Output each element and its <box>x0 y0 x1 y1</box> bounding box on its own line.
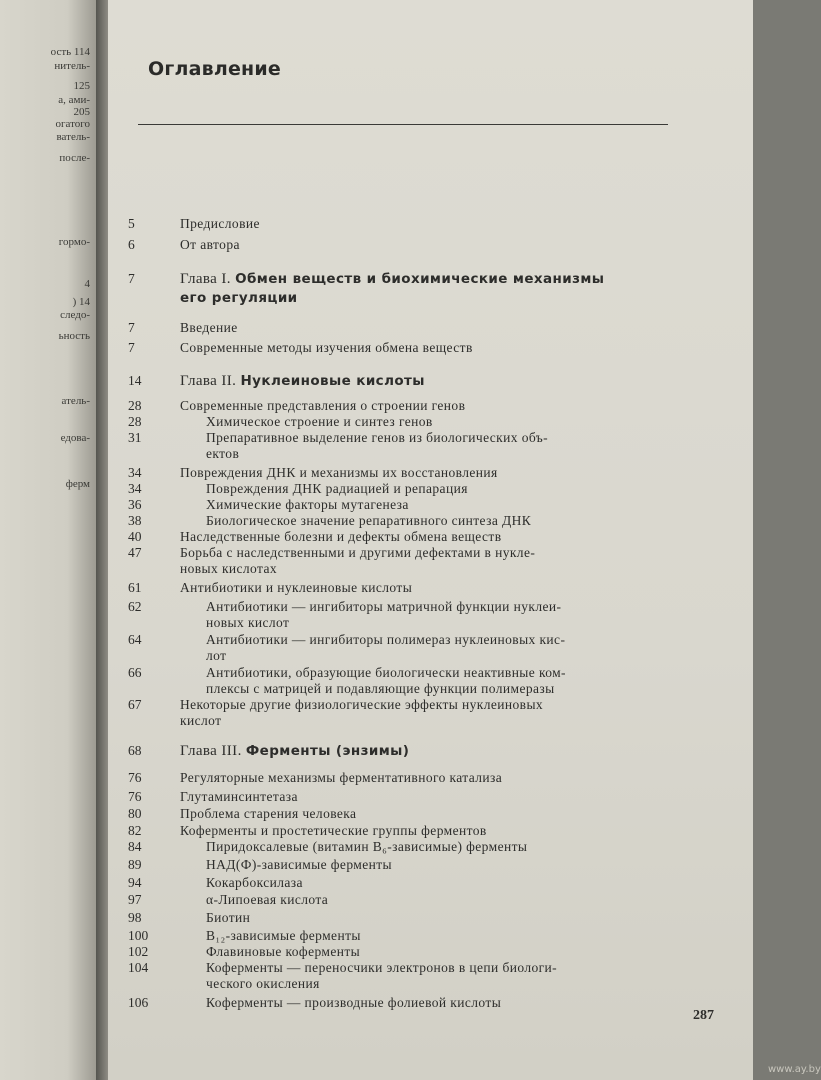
toc-page-number: 76 <box>128 770 142 785</box>
toc-page-number: 84 <box>128 839 142 854</box>
toc-entry-text: Глутаминсинтетаза <box>180 789 298 804</box>
toc-entry-text: ческого окисления <box>206 976 320 991</box>
toc-entry-text: лот <box>206 648 227 663</box>
toc-page-number: 104 <box>128 960 149 975</box>
toc-entry-text: Введение <box>180 320 238 335</box>
toc-page-number: 80 <box>128 806 142 821</box>
toc-entry-title <box>206 892 670 908</box>
chapter-label: Глава II. <box>180 373 241 389</box>
toc-entry-title <box>206 928 670 944</box>
toc-entry-title <box>206 960 670 976</box>
toc-page-number: 62 <box>128 599 142 614</box>
toc-entry-text: Повреждения ДНК и механизмы их восстановления <box>180 465 498 480</box>
toc-page-number: 98 <box>128 910 142 925</box>
toc-entry-title <box>206 665 670 681</box>
facing-page-fragment: а, ами- <box>58 94 90 106</box>
toc-entry-title <box>206 875 670 891</box>
facing-page-fragment: 4 <box>84 278 90 290</box>
toc-entry-text: новых кислот <box>206 615 290 630</box>
toc-page-number: 7 <box>128 340 135 355</box>
toc-entry-text: Пиридоксалевые (витамин B₆-зависимые) ферменты <box>206 839 528 854</box>
contents-page <box>108 0 821 1080</box>
book-gutter <box>96 0 108 1080</box>
toc-entry-title <box>180 237 670 253</box>
toc-entry-text: Коферменты — переносчики электронов в цепи биологи- <box>206 960 558 975</box>
toc-entry-title <box>206 513 670 529</box>
page-number: 287 <box>693 1008 714 1023</box>
facing-page-fragment: ферм <box>65 478 90 490</box>
facing-page-fragment: ьность <box>58 330 90 342</box>
chapter-label: Глава III. <box>180 743 246 759</box>
toc-page-number: 38 <box>128 513 142 528</box>
toc-page-number: 97 <box>128 892 142 907</box>
toc-entry-title <box>206 648 670 664</box>
toc-entry-text: Проблема старения человека <box>180 806 357 821</box>
toc-entry-text: Борьба с наследственными и другими дефектами в нукле- <box>180 545 536 560</box>
toc-entry-text: B₁₂-зависимые ферменты <box>206 928 361 943</box>
toc-entry-text: Препаративное выделение генов из биологических объ- <box>206 430 549 445</box>
toc-entry-text: плексы с матрицей и подавляющие функции полимеразы <box>206 681 555 696</box>
toc-page-number: 106 <box>128 995 149 1010</box>
facing-page-fragment: ) 14 <box>72 296 90 308</box>
toc-entry-title <box>180 561 670 577</box>
facing-page-fragment: гормо- <box>58 236 90 248</box>
toc-entry-text: Коферменты — производные фолиевой кислоты <box>206 995 502 1010</box>
toc-entry-title <box>180 372 670 390</box>
toc-entry-text: Антибиотики — ингибиторы полимераз нуклеиновых кис- <box>206 632 566 647</box>
toc-page-number: 7 <box>128 320 135 335</box>
toc-entry-text: Антибиотики — ингибиторы матричной функции нуклеи- <box>206 599 562 614</box>
toc-entry-title <box>206 497 670 513</box>
toc-page-number: 102 <box>128 944 149 959</box>
toc-entry-text: Флавиновые коферменты <box>206 944 361 959</box>
facing-page-fragment: огатого <box>55 118 90 130</box>
toc-page-number: 76 <box>128 789 142 804</box>
toc-entry-title <box>180 465 670 481</box>
facing-page-fragment: атель- <box>61 395 90 407</box>
toc-entry-title <box>206 632 670 648</box>
toc-page-number: 82 <box>128 823 142 838</box>
toc-page-number: 67 <box>128 697 142 712</box>
toc-page-number: 68 <box>128 743 142 758</box>
facing-page-fragment: 125 <box>73 80 90 92</box>
toc-entry-text: его регуляции <box>180 290 298 306</box>
toc-entry-title <box>206 944 670 960</box>
toc-entry-text: Нуклеиновые кислоты <box>240 373 425 389</box>
toc-entry-text: Биологическое значение репаративного синтеза ДНК <box>206 513 532 528</box>
toc-page-number: 89 <box>128 857 142 872</box>
toc-entry-text: Кокарбоксилаза <box>206 875 303 890</box>
toc-page-number: 61 <box>128 580 142 595</box>
facing-page-fragment: ость 114 <box>50 46 90 58</box>
toc-page-number: 6 <box>128 237 135 252</box>
toc-page-number: 28 <box>128 398 142 413</box>
toc-entry-title <box>206 910 670 926</box>
toc-page-number: 40 <box>128 529 142 544</box>
toc-entry-title <box>180 742 670 760</box>
toc-entry-title <box>180 398 670 414</box>
toc-page-number: 7 <box>128 271 135 286</box>
toc-page-number: 5 <box>128 216 135 231</box>
toc-page-number: 31 <box>128 430 142 445</box>
toc-page-number: 66 <box>128 665 142 680</box>
facing-page-fragment: ватель- <box>56 131 90 143</box>
toc-entry-title <box>180 823 670 839</box>
page-title: Оглавление <box>148 58 281 80</box>
toc-entry-title <box>180 529 670 545</box>
toc-entry-text: Биотин <box>206 910 251 925</box>
chapter-label: Глава I. <box>180 271 236 287</box>
toc-entry-text: Некоторые другие физиологические эффекты нуклеиновых <box>180 697 544 712</box>
toc-page-number: 34 <box>128 481 142 496</box>
toc-page-number: 34 <box>128 465 142 480</box>
toc-entry-title <box>206 446 670 462</box>
toc-entry-title <box>180 789 670 805</box>
toc-entry-title <box>206 857 670 873</box>
toc-entry-text: Ферменты (энзимы) <box>245 743 410 759</box>
toc-page-number: 64 <box>128 632 142 647</box>
toc-entry-title <box>180 806 670 822</box>
facing-page-fragment: 205 <box>73 106 90 118</box>
toc-entry-title <box>206 995 670 1011</box>
toc-entry-title <box>180 697 670 713</box>
toc-entry-title <box>206 414 670 430</box>
toc-entry-text: Химические факторы мутагенеза <box>206 497 409 512</box>
facing-page-fragment: следо- <box>60 309 90 321</box>
toc-page-number: 36 <box>128 497 142 512</box>
toc-entry-title <box>206 976 670 992</box>
toc-page-number: 14 <box>128 373 142 388</box>
toc-entry-title <box>180 580 670 596</box>
toc-entry-text: Предисловие <box>180 216 260 231</box>
toc-entry-title <box>206 839 670 855</box>
toc-page-number: 47 <box>128 545 142 560</box>
facing-page-fragment: нитель- <box>54 60 90 72</box>
toc-entry-text: Повреждения ДНК радиацией и репарация <box>206 481 468 496</box>
toc-entry-text: Антибиотики и нуклеиновые кислоты <box>180 580 413 595</box>
toc-entry-title <box>206 615 670 631</box>
toc-page-number: 100 <box>128 928 149 943</box>
toc-page-number: 94 <box>128 875 142 890</box>
toc-entry-title <box>180 770 670 786</box>
toc-entry-title <box>206 599 670 615</box>
toc-entry-text: Химическое строение и синтез генов <box>206 414 433 429</box>
toc-entry-text: новых кислотах <box>180 561 278 576</box>
watermark: www.ay.by <box>768 1064 821 1075</box>
title-rule <box>138 124 668 125</box>
toc-entry-title <box>180 713 670 729</box>
toc-entry-text: α-Липоевая кислота <box>206 892 329 907</box>
facing-page-fragment: едова- <box>60 432 90 444</box>
toc-entry-text: Наследственные болезни и дефекты обмена веществ <box>180 529 502 544</box>
toc-entry-text: Коферменты и простетические группы ферментов <box>180 823 487 838</box>
toc-entry-text: Современные представления о строении генов <box>180 398 466 413</box>
toc-entry-text: Обмен веществ и биохимические механизмы <box>235 271 605 287</box>
facing-page-fragment: после- <box>59 152 90 164</box>
toc-entry-title <box>180 545 670 561</box>
toc-entry-text: От автора <box>180 237 240 252</box>
toc-entry-text: ектов <box>206 446 240 461</box>
facing-page <box>0 0 96 1080</box>
toc-entry-text: Антибиотики, образующие биологически неактивные ком- <box>206 665 566 680</box>
toc-entry-text: Регуляторные механизмы ферментативного катализа <box>180 770 503 785</box>
toc-entry-title <box>180 320 670 336</box>
toc-entry-text: НАД(Ф)-зависимые ферменты <box>206 857 392 872</box>
toc-entry-title <box>180 270 670 288</box>
toc-entry-title <box>180 216 670 232</box>
toc-entry-text: Современные методы изучения обмена веществ <box>180 340 473 355</box>
toc-page-number: 28 <box>128 414 142 429</box>
toc-entry-title <box>206 430 670 446</box>
toc-entry-title <box>206 681 670 697</box>
toc-entry-title <box>180 289 670 307</box>
toc-entry-title <box>206 481 670 497</box>
toc-entry-text: кислот <box>180 713 222 728</box>
toc-entry-title <box>180 340 670 356</box>
